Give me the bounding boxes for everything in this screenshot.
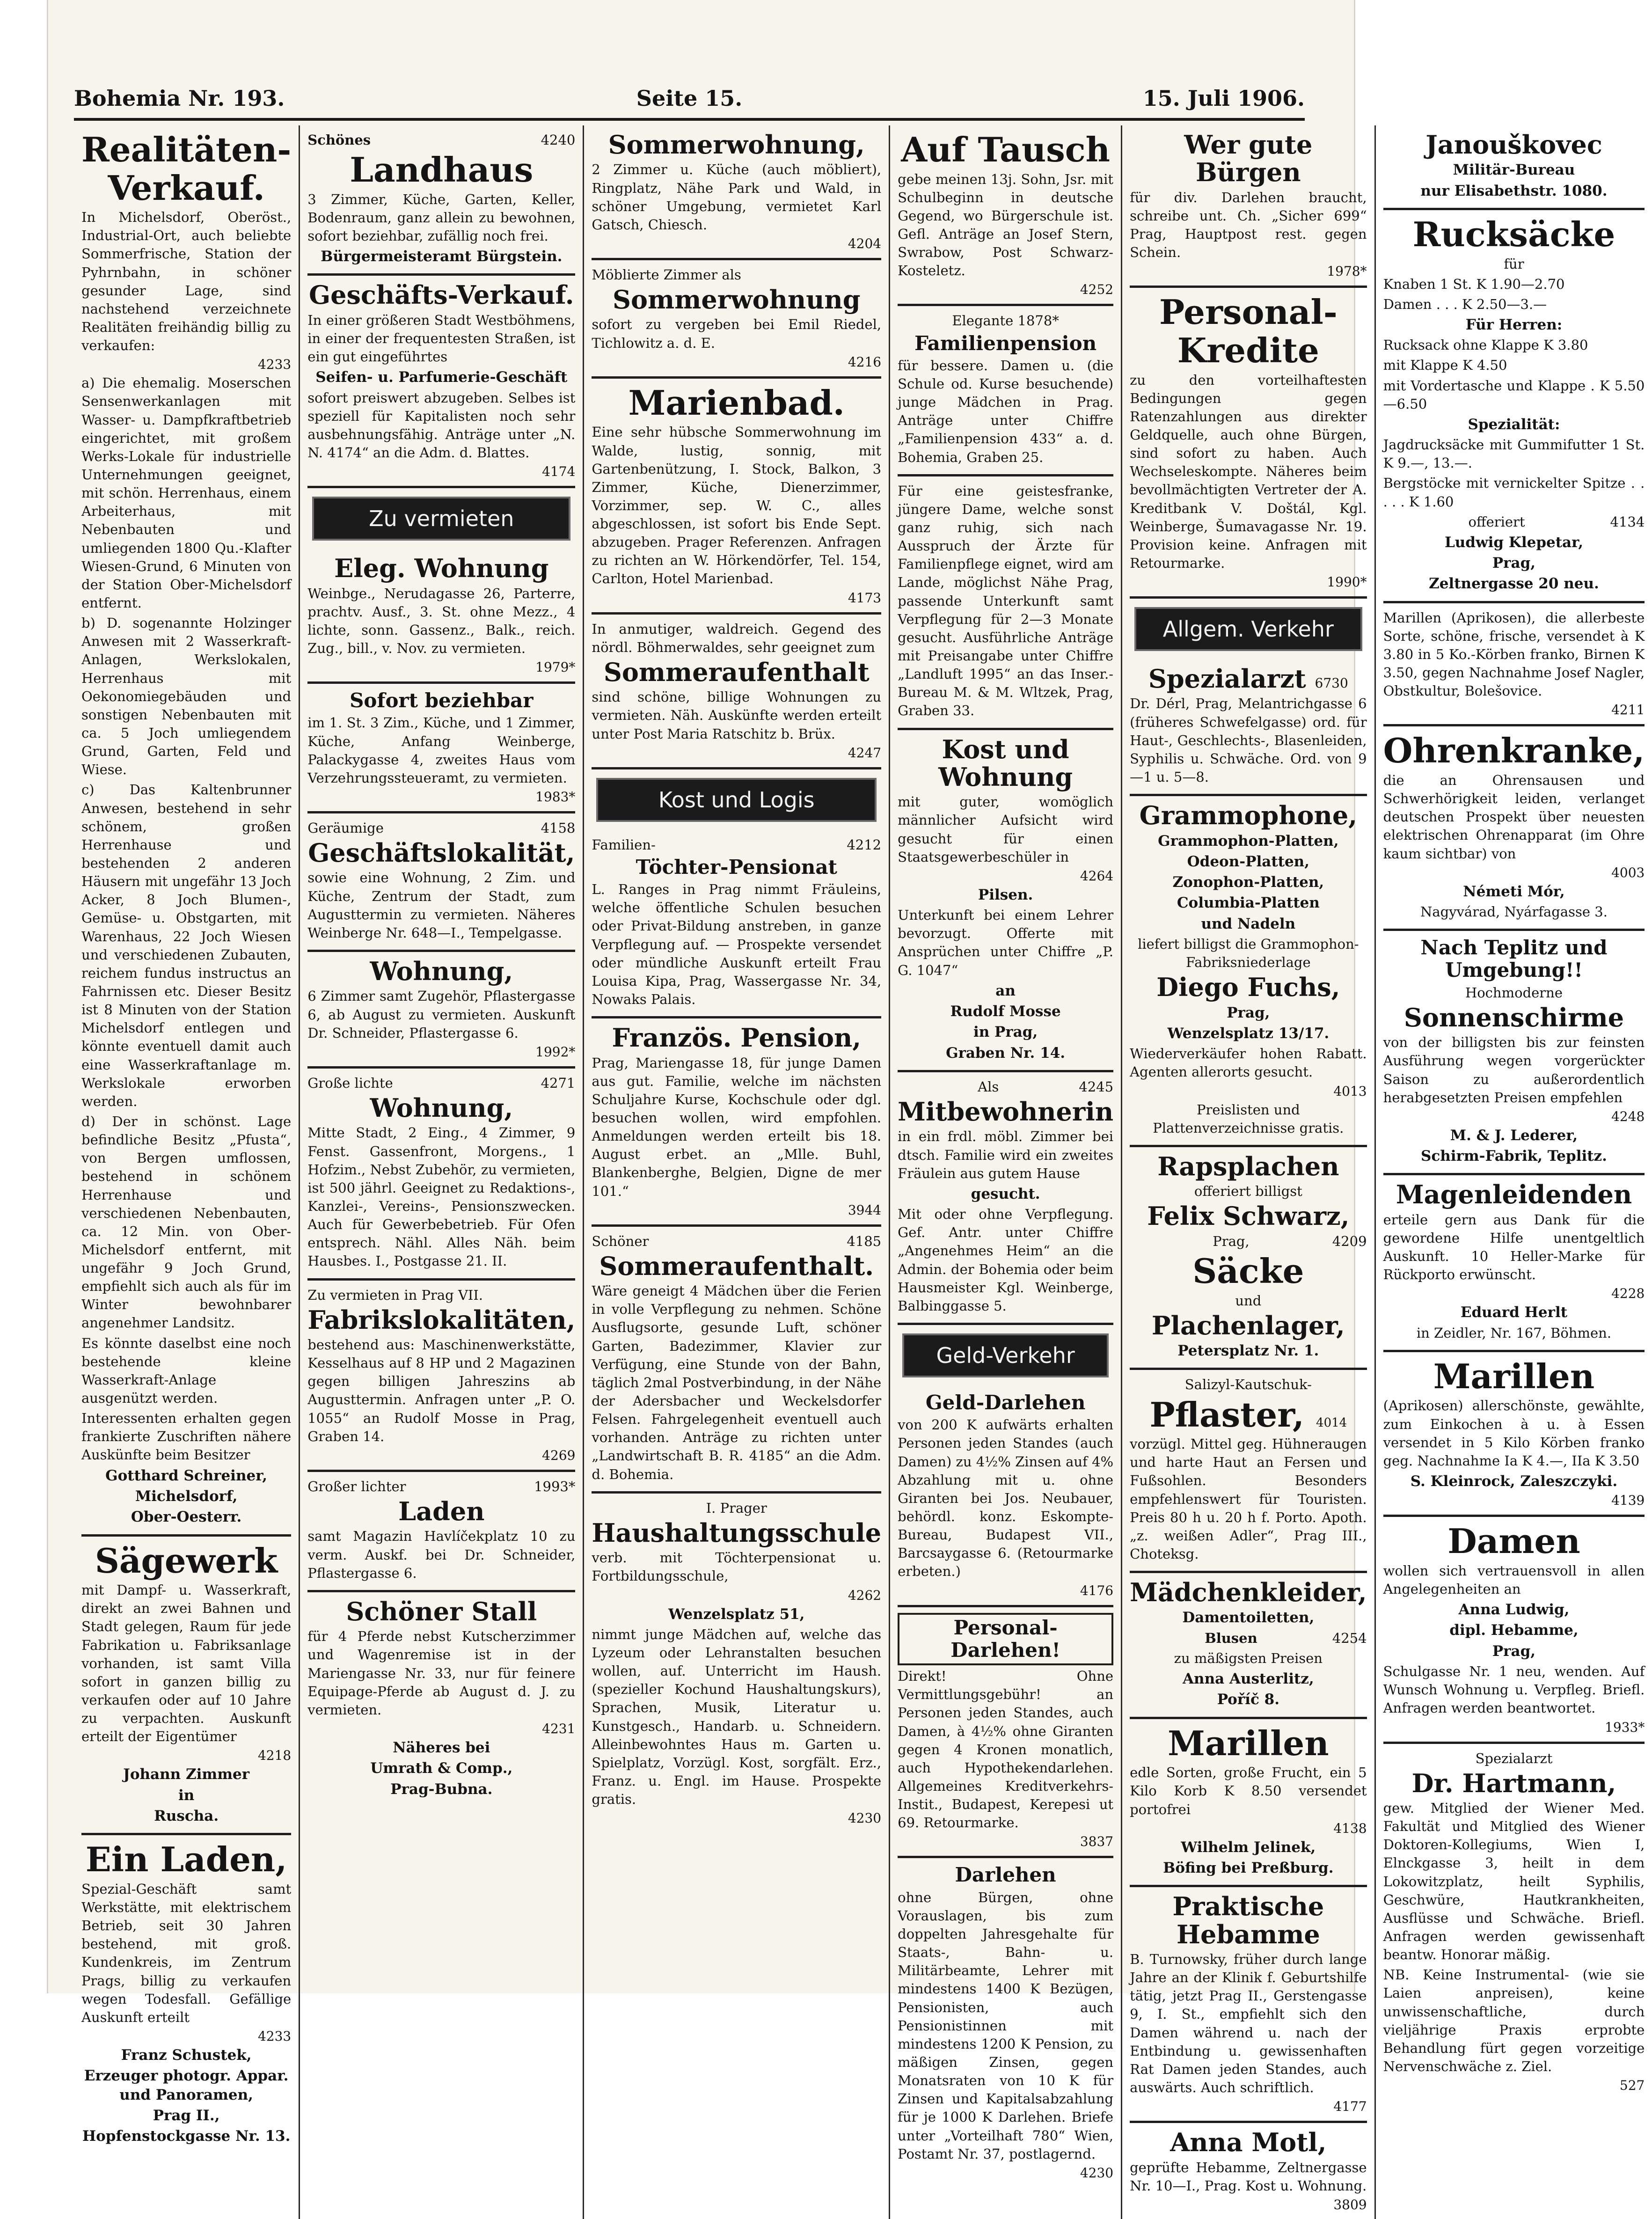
- ad-columns: [74, 125, 1645, 2212]
- ad-body: sind schöne, billige Wohnungen zu vermieten. Näh. Auskünfte werden erteilt unter Post Maria Ratschitz b. Brüx.: [592, 689, 882, 742]
- ad-title: Marillen: [1168, 1723, 1329, 1763]
- ad-body: wollen sich vertrauensvoll in allen Angelegenheiten an: [1383, 1562, 1645, 1597]
- ad-body: Schulgasse Nr. 1 neu, wenden. Auf Wunsch Wohnung u. Verpfleg. Briefl. Anfragen werden beantwortet.: [1383, 1663, 1645, 1716]
- ad-number: 1983*: [535, 789, 576, 805]
- ad-signature: M. & J. Lederer,: [1450, 1127, 1578, 1144]
- ad-signature: Schirm-Fabrik, Teplitz.: [1420, 1148, 1607, 1165]
- ad-number: 3837: [1080, 1834, 1114, 1850]
- ad-kicker: Salizyl-Kautschuk-: [1184, 1377, 1312, 1393]
- ad-saegewerk: [81, 1537, 291, 1836]
- ad-praktische-hebamme: [1130, 1887, 1367, 2123]
- ad-laden: [307, 1472, 575, 1592]
- ad-body: In einer größeren Stadt Westböhmens, in einer der frequentesten Straßen, ist ein gut eingeführtes: [307, 312, 576, 365]
- ad-kicker: Schöner 4185: [592, 1233, 882, 1249]
- ad-title: Töchter-Pensionat: [636, 855, 837, 879]
- ad-title: Französ. Pension,: [612, 1023, 862, 1053]
- ad-line: und Nadeln: [1201, 915, 1296, 932]
- ad-title: Sommerwohnung: [613, 285, 861, 315]
- ad-body: zu den vorteilhaftesten Bedingungen gegen Ratenzahlungen aus direkter Geldquelle, auch ohne Bürgen, sind sofort zu haben. Auch Wechseleskompte. Näheres beim bevollmächtigten Vertreter der A. Kreditbank V. Doštál, Kgl. Weinberge, Šumavagasse Nr. 19. Provision keine. Anfragen mit Retourmarke.: [1130, 372, 1367, 571]
- ad-number: 1978*: [1327, 264, 1367, 279]
- ad-body: Preislisten und Plattenverzeichnisse gratis.: [1153, 1101, 1344, 1136]
- ad-body: gew. Mitglied der Wiener Med. Fakultät und Mitglied des Wiener Doktoren-Kollegiums, Wien I, Elnckgasse 3, heilt in dem Lokowitzplatz, heilt Syphilis, Geschwüre, Hautkrankheiten, Ausflüsse und Schwäche. Briefl. Anfragen werden gewissenhaft beantw. Honorar mäßig.: [1383, 1800, 1645, 1963]
- ad-number: 4177: [1333, 2099, 1367, 2115]
- ad-body: Prag, Mariengasse 18, für junge Damen aus gut. Familie, welche im nächsten Schuljahre Kurse, Kochschule oder dgl. besuchen wollen, wird empfohlen. Anmeldungen werden erteilt bis 18. August erbet. an „Mlle. Buhl, Blankenberghe, Belgien, Digne de mer 101.“: [592, 1055, 882, 1199]
- ad-landhaus: [307, 125, 575, 276]
- header-center: Seite 15.: [636, 86, 743, 111]
- ad-signature: Gotthard Schreiner,: [105, 1467, 268, 1484]
- ad-signature: Ober-Oesterr.: [131, 1509, 242, 1526]
- ad-signature: Prag-Bubna.: [390, 1780, 493, 1798]
- ad-auf-tausch: [898, 125, 1113, 306]
- ad-kicker: Zu vermieten in Prag VII.: [307, 1287, 483, 1303]
- ad-magenleidenden: [1383, 1175, 1645, 1352]
- ad-pflaster: [1130, 1370, 1367, 1573]
- ad-schoener-stall: [307, 1592, 575, 1806]
- ad-sommeraufenthalt-maedchen: [592, 1227, 881, 1494]
- ad-signature: dipl. Hebamme,: [1449, 1622, 1579, 1639]
- section-banner-kost-und-logis: Kost und Logis: [596, 778, 877, 822]
- ad-body: für bessere. Damen u. (die Schule od. Kurse besuchende) junge Mädchen in Prag. Anträge unter Chiffre „Familienpension 433“ a. d. Bohemia, Graben 25.: [898, 357, 1114, 465]
- ad-title: Personal-Darlehen!: [898, 1613, 1113, 1666]
- ad-title: Rucksäcke: [1412, 214, 1615, 254]
- ad-signature: Michelsdorf,: [135, 1487, 238, 1505]
- ad-body: d) Der in schönst. Lage befindliche Besitz „Pfusta“, von Bergen umflossen, bestehend in schönem Herrenhause und verschiedenen Nebenbauten, ca. 12 Min. von Ober-Michelsdorf entfernt, mit ungefähr 9 Joch Grund, empfiehlt sich auch als für im Winter bewohnbarer angenehmer Landsitz.: [81, 1113, 292, 1331]
- ad-body: sowie eine Wohnung, 2 Zim. und Küche, Zentrum der Stadt, zum Augusttermin zu vermieten. Näheres Weinberge Nr. 648—I., Tempelgasse.: [307, 870, 576, 941]
- ad-number: 4003: [1611, 864, 1645, 880]
- ad-personal-darlehen: [898, 1607, 1113, 1859]
- column-1: [74, 125, 300, 2219]
- ad-title: Mädchenkleider,: [1130, 1577, 1367, 1608]
- ad-body: mit guter, womöglich männlicher Aufsicht wird gesucht für einen Staatsgewerbeschüler in: [898, 794, 1114, 865]
- ad-body: Direkt! Ohne Vermittlungsgebühr! an Personen jeden Standes, auch Damen, à 4½% ohne Giranten gegen 4 Kronen monatlich, auch Hypothekendarlehen. Allgemeines Kreditverkehrs-Instit., Budapest, Kerepesi ut 69. Retourmarke.: [898, 1668, 1114, 1831]
- ad-line: Rucksack ohne Klappe K 3.80: [1383, 337, 1588, 353]
- ad-body: Interessenten erhalten gegen frankierte Zuschriften nähere Auskünfte beim Besitzer: [81, 1410, 292, 1463]
- ad-kicker: Große lichte 4271: [307, 1075, 576, 1091]
- ad-ohrenkranke: [1383, 726, 1645, 931]
- ad-kicker: Familien- 4212: [592, 836, 882, 853]
- column-5: [1122, 125, 1376, 2219]
- ad-signature: Ruscha.: [154, 1807, 219, 1824]
- ad-title: Spezialarzt 6730: [1148, 664, 1348, 694]
- ad-body: Weinbge., Nerudagasse 26, Parterre, prachtv. Ausf., 3. St. ohne Mezz., 4 lichte, sonn. Gassenz., Balk., reich. Zug., bill., v. Nov. zu vermieten.: [307, 585, 576, 656]
- ad-body: Eine sehr hübsche Sommerwohnung im Walde, lustig, sonnig, mit Gartenbenützung, I. Stock, Balkon, 3 Zimmer, Küche, Dienerzimmer, Vorzimmer, sep. W. C., alles abgeschlossen, ist sofort bis Ende Sept. abzugeben. Prager Referenzen. Anfragen zu richten an W. Hörkendörfer, Tel. 154, Carlton, Hotel Marienbad.: [592, 424, 882, 587]
- ad-signature: Prag,: [1227, 1004, 1270, 1021]
- ad-janouskovec: [1383, 125, 1645, 210]
- ad-title: Wer gute Bürgen: [1184, 130, 1313, 188]
- ad-title: Pflaster, 4014: [1149, 1394, 1347, 1435]
- ad-signature: Rudolf Mosse: [950, 1003, 1061, 1020]
- ad-number: 1990*: [1327, 574, 1367, 590]
- ad-ein-laden: [81, 1835, 291, 2153]
- ad-title: Praktische Hebamme: [1172, 1891, 1324, 1949]
- column-4: [890, 125, 1122, 2219]
- ad-marillen-nagler: [1383, 603, 1645, 727]
- ad-body: für 4 Pferde nebst Kutscherzimmer und Wagenremise ist in der Mariengasse Nr. 33, nur für feinere Equipage-Pferde ab August d. J. zu vermieten.: [307, 1628, 576, 1718]
- ad-title: Janouškovec: [1425, 130, 1602, 160]
- ad-title: Wohnung,: [370, 1092, 513, 1123]
- ad-title: Geschäftslokalität,: [308, 838, 575, 868]
- ad-geschaefts-verkauf: [307, 276, 575, 488]
- ad-number: 4174: [542, 464, 576, 480]
- ad-body: von 200 K aufwärts erhalten Personen jeden Standes (auch Damen) zu 4½% Zinsen auf 4% Abzahlung mit u. ohne Giranten bei Jos. Neubauer, behördl. konz. Eskompte-Bureau, Budapest VII., Barcsaygasse 6. (Retourmarke erbeten.): [898, 1417, 1114, 1580]
- ad-title: Dr. Hartmann,: [1411, 1768, 1616, 1798]
- ad-number: 4248: [1611, 1108, 1645, 1124]
- ad-signature: Näheres bei: [393, 1739, 490, 1756]
- ad-signature: Németi Mór,: [1463, 883, 1565, 900]
- ad-line: für: [1504, 256, 1524, 272]
- ad-signature: Bürgermeisteramt Bürgstein.: [321, 248, 563, 265]
- ad-signature: Johann Zimmer: [123, 1766, 250, 1783]
- ad-wohnung-6-zimmer: [307, 952, 575, 1069]
- ad-address: Petersplatz Nr. 1.: [1177, 1342, 1319, 1360]
- ad-signature: Erzeuger photogr. Appar. und Panoramen,: [84, 2067, 289, 2103]
- ad-body: edle Sorten, große Frucht, ein 5 Kilo Korb K 8.50 versendet portofrei: [1130, 1765, 1367, 1817]
- ad-franzoes-pension: [592, 1018, 881, 1227]
- ad-line: Zonophon-Platten,: [1172, 874, 1324, 891]
- ad-body: sofort zu vergeben bei Emil Riedel, Tichlowitz a. d. E.: [592, 316, 882, 351]
- ad-body: B. Turnowsky, früher durch lange Jahre an der Klinik f. Geburtshilfe tätig, jetzt Prag II., Gerstengasse 9, I. St., empfiehlt sich den Damen während u. nach der Entbindung u. gewissenhaften Rat Damen jeden Standes, auch auswärts. Auch schriftlich.: [1130, 1951, 1367, 2096]
- ad-title: Sonnenschirme: [1403, 1002, 1624, 1033]
- ad-body: In Michelsdorf, Oberöst., Industrial-Ort, auch beliebte Sommerfrische, Station der Pyhrnbahn, in schöner gesunder Lage, sind nachstehend verzeichnete Realitäten freihändig billig zu verkaufen:: [81, 209, 292, 354]
- ad-signature: Prag II.,: [153, 2107, 220, 2124]
- ad-signature: Prag,: [1492, 1642, 1536, 1660]
- ad-signature: Eduard Herlt: [1460, 1304, 1568, 1321]
- ad-kicker: Großer lichter 1993*: [307, 1478, 576, 1494]
- ad-rapsplachen: [1130, 1147, 1367, 1370]
- ad-body: die an Ohrensausen und Schwerhörigkeit leiden, verlanget deutschen Prospekt über neuesten elektrischen Ohrenapparat (im Ohre kaum sichtbar) von: [1383, 772, 1645, 862]
- ad-body: Unterkunft bei einem Lehrer bevorzugt. Offerte mit Ansprüchen unter Chiffre „P. G. 1047“: [898, 907, 1114, 978]
- section-banner-geld-verkehr: Geld-Verkehr: [902, 1333, 1109, 1377]
- ad-signature: Ludwig Klepetar,: [1444, 534, 1583, 551]
- ad-wer-gute-buergen: [1130, 125, 1367, 288]
- ad-kicker: offeriert billigst: [1194, 1183, 1302, 1200]
- ad-body: Mit oder ohne Verpflegung. Gef. Antr. unter Chiffre „Angenehmes Heim“ an die Admin. der Bohemia oder beim Hausmeister Kgl. Weinberge, Balbinggasse 5.: [898, 1206, 1114, 1314]
- ad-spezialarzt-derl: [1130, 659, 1367, 796]
- ad-body: bestehend aus: Maschinenwerkstätte, Kesselhaus auf 8 HP und 2 Magazinen gegen billigen Jahreszins ab Augusttermin. Anfragen unter „P. O. 1055“ an Rudolf Mosse in Prag, Graben 14.: [307, 1337, 576, 1444]
- ad-number: 527: [1619, 2078, 1645, 2094]
- ad-signature: Prag,: [1492, 555, 1536, 572]
- ad-kicker: In anmutiger, waldreich. Gegend des nördl. Böhmerwaldes, sehr geeignet zum: [592, 621, 882, 655]
- ad-highlight: Wenzelsplatz 51,: [668, 1605, 805, 1623]
- ad-marillen-kleinrock: [1383, 1352, 1645, 1517]
- ad-number: 1979*: [535, 659, 576, 675]
- ad-title: Schöner Stall: [346, 1596, 537, 1626]
- ad-kicker: offeriert 4134: [1468, 513, 1645, 530]
- ad-dr-hartmann: [1383, 1744, 1645, 2100]
- ad-moeblierte-zimmer: [592, 260, 881, 379]
- ad-body: 6 Zimmer samt Zugehör, Pflastergasse 6, ab August zu vermieten. Auskunft Dr. Schneider, Pflastergasse 6.: [307, 988, 576, 1041]
- ad-number: 4176: [1080, 1582, 1114, 1598]
- ad-signature: Wenzelsplatz 13/17.: [1167, 1025, 1330, 1042]
- ad-marienbad: [592, 379, 881, 615]
- ad-signature: Umrath & Comp.,: [370, 1760, 513, 1777]
- ad-body: ohne Bürgen, ohne Vorauslagen, bis zum doppelten Jahresgehalte für Staats-, Bahn- u. Militärbeamte, Lehrer mit mindestens 1400 K Bezügen, Pensionisten, auch Pensionistinnen mit mindestens 1200 K Pension, zu mäßigen Zinsen, gegen Monatsraten von 10 K für Zinsen und Kapitalsabzahlung für je 1000 K Darlehen. Briefe unter „Vorteilhaft 780“ Wien, Postamt Nr. 37, postlagernd.: [898, 1889, 1114, 2162]
- ad-line: Bergstöcke mit vernickelter Spitze . . . . . K 1.60: [1383, 475, 1645, 510]
- ad-line: Odeon-Platten,: [1187, 853, 1310, 870]
- ad-kicker: und: [1235, 1292, 1262, 1309]
- ad-number: 4233: [257, 357, 292, 373]
- ad-body: zu mäßigsten Preisen: [1174, 1650, 1323, 1666]
- ad-body: mit Dampf- u. Wasserkraft, direkt an zwei Bahnen und Stadt gelegen, Raum für jede Fabrikation u. Fabriksanlage vorhanden, ist samt Villa sofort in ganzen billig zu verkaufen oder auf 10 Jahre zu verpachten. Auskunft erteilt der Eigentümer: [81, 1582, 292, 1745]
- ad-kicker: Blusen 4254: [1205, 1630, 1367, 1646]
- ad-body: Marillen (Aprikosen), die allerbeste Sorte, schöne, frische, versendet à K 3.80 in 5 Ko.-Körben franko, Birnen K 3.50, gegen Nachnahme Josef Nagler, Obstkultur, Bolešovice.: [1383, 609, 1645, 699]
- ad-kicker: I. Prager: [706, 1500, 767, 1516]
- section-banner-allgem-verkehr: Allgem. Verkehr: [1134, 607, 1362, 651]
- ad-body: für div. Darlehen braucht, schreibe unt. Ch. „Sicher 699“ Prag, Hauptpost rest. gegen Schein.: [1130, 189, 1367, 261]
- ad-fabrikslokalitaeten: [307, 1281, 575, 1472]
- ad-title: Auf Tausch: [901, 130, 1110, 169]
- ad-title: Geschäfts-Verkauf.: [309, 280, 574, 310]
- ad-body: vorzügl. Mittel geg. Hühneraugen und harte Haut an Fersen und Fußsohlen. Besonders empfehlenswert für Touristen. Preis 80 h u. 20 h f. Porto. Apoth. „z. weißen Adler“, Prag III., Choteksg.: [1130, 1436, 1367, 1562]
- ad-kost-und-wohnung: [898, 730, 1113, 1072]
- ad-personal-kredite: [1130, 288, 1367, 599]
- ad-grosse-lichte-wohnung: [307, 1069, 575, 1281]
- ad-geld-darlehen: [898, 1386, 1113, 1607]
- ad-signature: an: [995, 982, 1016, 999]
- ad-number: 4013: [1333, 1083, 1367, 1099]
- ad-kicker: Schönes 4240: [307, 132, 576, 148]
- ad-body: im 1. St. 3 Zim., Küche, und 1 Zimmer, Küche, Anfang Weinberge, Palackygasse 4, zweites Haus vom Verzehrungssteueramt, zu vermieten.: [307, 715, 576, 786]
- ad-kicker: Spezialarzt: [1475, 1750, 1553, 1766]
- newspaper-page: [47, 0, 1645, 2212]
- ad-signature: in Prag,: [973, 1024, 1038, 1041]
- ad-body: geprüfte Hebamme, Zeltnergasse Nr. 10—I., Prag. Kost u. Wohnung.: [1130, 2159, 1367, 2194]
- ad-title: Magenleidenden: [1396, 1179, 1632, 1210]
- ad-title: Nach Teplitz und Umgebung!!: [1420, 936, 1608, 982]
- ad-body: b) D. sogenannte Holzinger Anwesen mit 2 Wasserkraft-Anlagen, Werkslokalen, Herrenhaus mit Oekonomiegebäuden und sonstigen Nebenbauten mit ca. 5 Joch umliegendem Grund, Garten, Feld und Wiese.: [81, 615, 292, 778]
- ad-signature: Felix Schwarz,: [1147, 1201, 1350, 1231]
- ad-title: Marillen: [1433, 1356, 1595, 1396]
- ad-signature: Zeltnergasse 20 neu.: [1429, 575, 1599, 593]
- ad-title: Sommeraufenthalt: [603, 657, 870, 687]
- ad-title: Ein Laden,: [85, 1839, 287, 1880]
- ad-title: Grammophone,: [1139, 800, 1357, 831]
- ad-body: Mitte Stadt, 2 Eing., 4 Zimmer, 9 Fenst. Gassenfront, Morgens., 1 Hofzim., Nebst Zubehör, zu vermieten, ist 500 jährl. Geeignet zu Redaktions-, Kanzlei-, Vereins-, Pensionszwecken. Auch für Gewerbebetrieb. Für Ofen entsprech. Nähl. Alles Näh. beim Hausbes. I., Postgasse 21. II.: [307, 1125, 576, 1269]
- column-3: [584, 125, 890, 2219]
- ad-number: 4139: [1611, 1493, 1645, 1509]
- ad-number: 4233: [257, 2028, 292, 2044]
- ad-signature: S. Kleinrock, Zaleszczyki.: [1410, 1473, 1618, 1490]
- ad-sonnenschirme: [1383, 931, 1645, 1175]
- ad-title: Marienbad.: [628, 382, 845, 423]
- ad-sofort-beziehbar: [307, 684, 575, 813]
- ad-sommerwohnung: [592, 125, 881, 260]
- ad-signature: in: [178, 1787, 195, 1804]
- ad-highlight: Seifen- u. Parfumerie-Geschäft: [315, 369, 568, 386]
- ad-title: Verkauf.: [108, 168, 265, 208]
- ad-grammophone: [1130, 796, 1367, 1147]
- ad-body: sofort preiswert abzugeben. Selbes ist speziell für Kapitalisten noch sehr ausbehnungsfähig. Anträge unter „N. N. 4174“ an die Adm. d. Blattes.: [307, 389, 576, 461]
- ad-darlehen: [898, 1858, 1113, 2187]
- ad-title: Kost und Wohnung: [938, 734, 1073, 792]
- ad-kicker: Prag, 4209: [1213, 1233, 1367, 1249]
- ad-body: NB. Keine Instrumental- (wie sie Laien anpreisen), keine unwissenschaftliche, durch vieljährige Praxis erprobte Behandlung fürt gegen vorzeitige Nervenschwäche z. Ziel.: [1383, 1967, 1645, 2074]
- ad-body: Nagyvárad, Nyárfagasse 3.: [1420, 904, 1608, 920]
- ad-number: 4262: [848, 1587, 882, 1603]
- ad-haushaltungsschule: [592, 1494, 881, 1833]
- ad-title: Kredite: [1177, 330, 1319, 370]
- ad-number: 4228: [1611, 1286, 1645, 1302]
- ad-signature: Böfing bei Preßburg.: [1163, 1859, 1334, 1876]
- ad-body: Wäre geneigt 4 Mädchen über die Ferien in volle Verpflegung zu nehmen. Schöne Ausflugsorte, gesunde Luft, schöner Garten, Badezimmer, Klavier zur Verfügung, eine Stunde von der Bahn, täglich 2mal Postverbindung, in der Nähe der Adersbacher und Weckelsdorfer Felsen. Fahrgelegenheit eventuell auch vorhanden. Anträge zu richten unter „Landwirtschaft B. R. 4185“ an die Adm. d. Bohemia.: [592, 1283, 882, 1482]
- ad-geschaeftslokalitaet: [307, 813, 575, 952]
- ad-line: nur Elisabethstr. 1080.: [1420, 182, 1608, 199]
- ad-title: Sommerwohnung,: [608, 130, 865, 160]
- ad-signature: Diego Fuchs,: [1156, 972, 1340, 1003]
- ad-line: Damentoiletten,: [1182, 1609, 1315, 1626]
- ad-number: 4247: [848, 745, 882, 761]
- section-banner-zu-vermieten: Zu vermieten: [312, 497, 570, 541]
- ad-signature: Anna Ludwig,: [1458, 1601, 1570, 1618]
- ad-title: Realitäten-: [81, 130, 292, 169]
- ad-damen: [1383, 1517, 1645, 1743]
- ad-signature: Anna Austerlitz,: [1182, 1670, 1314, 1688]
- ad-number: 1933*: [1605, 1719, 1645, 1735]
- ad-body: Für eine geistesfranke, jüngere Dame, welche sonst ganz ruhig, sich nach Ausspruch der Ärzte für Familienpflege eignet, wird am Lande, möglichst Nähe Prag, passende Unterkunft samt Verpflegung für 2—3 Monate gesucht. Ausführliche Anträge mit Preisangabe unter Chiffre „Landluft 1995“ an das Inser.-Bureau M. & M. Wltzek, Prag, Graben 33.: [898, 483, 1114, 719]
- ad-body: Es könnte daselbst eine noch bestehende kleine Wasserkraft-Anlage ausgenützt werden.: [81, 1335, 292, 1406]
- ad-body: verb. mit Töchterpensionat u. Fortbildungsschule,: [592, 1550, 882, 1584]
- ad-line: Columbia-Platten: [1177, 894, 1320, 912]
- ad-title: Sommeraufenthalt.: [599, 1251, 874, 1281]
- ad-line: Militär-Bureau: [1453, 161, 1575, 179]
- ad-signature: Graben Nr. 14.: [946, 1044, 1066, 1062]
- ad-body: liefert billigst die Grammophon-Fabriksniederlage: [1138, 936, 1359, 971]
- ad-title: Haushaltungsschule: [592, 1517, 882, 1548]
- ad-familienpflege: [898, 476, 1113, 730]
- header-rule: [74, 118, 1305, 121]
- ad-number: 4269: [542, 1447, 576, 1463]
- ad-number: 4252: [1080, 282, 1114, 298]
- ad-number: 4231: [542, 1721, 576, 1736]
- ad-title: Darlehen: [955, 1863, 1056, 1887]
- ad-kicker: Geräumige 4158: [307, 820, 576, 836]
- ad-line: Jagdrucksäcke mit Gummifutter 1 St. K 9.—, 13.—.: [1383, 437, 1645, 471]
- ad-number: 4230: [1080, 2165, 1114, 2181]
- ad-familienpension: [898, 306, 1113, 476]
- ad-signature: Franz Schustek,: [121, 2046, 252, 2064]
- ad-eleg-wohnung: [307, 549, 575, 684]
- header-right: 15. Juli 1906.: [1142, 86, 1305, 111]
- ad-body: erteile gern aus Dank für die gewordene Hilfe unentgeltlich Auskunft. 10 Heller-Marke für Rückporto erwünscht.: [1383, 1211, 1645, 1283]
- ad-number: 1992*: [535, 1044, 576, 1060]
- ad-number: 4211: [1611, 702, 1645, 718]
- ad-body: 3 Zimmer, Küche, Garten, Keller, Bodenraum, ganz allein zu bewohnen, sofort beziehbar, zufällig noch frei.: [307, 191, 576, 244]
- ad-line: mit Vordertasche und Klappe . K 5.50—6.50: [1383, 377, 1645, 412]
- ad-line: mit Klappe K 4.50: [1383, 357, 1507, 373]
- ad-kicker: Als 4245: [978, 1078, 1114, 1095]
- ad-signature: Poříč 8.: [1217, 1691, 1279, 1708]
- ad-number: 4230: [848, 1810, 882, 1826]
- ad-body: (Aprikosen) allerschönste, gewählte, zum Einkochen à u. à Essen versendet in 5 Kilo Körben franko geg. Nachnahme Ia K 4.—, IIa K 3.50: [1383, 1398, 1645, 1469]
- ad-title: Anna Motl,: [1170, 2127, 1327, 2158]
- ad-maedchenkleider: [1130, 1573, 1367, 1719]
- ad-title: Säcke: [1192, 1251, 1304, 1291]
- header-left: Bohemia Nr. 193.: [74, 86, 285, 111]
- ad-signature: Hopfenstockgasse Nr. 13.: [82, 2128, 291, 2145]
- ad-toechter-pensionat: [592, 830, 881, 1018]
- ad-body: samt Magazin Havlíčekplatz 10 zu verm. Auskf. bei Dr. Schneider, Pflastergasse 6.: [307, 1528, 576, 1581]
- ad-body: in ein frdl. möbl. Zimmer bei dtsch. Familie wird ein zweites Fräulein aus gutem Hause: [898, 1128, 1114, 1181]
- ad-number: 3944: [848, 1202, 882, 1218]
- ad-number: 4264: [1080, 868, 1114, 884]
- ad-body: gebe meinen 13j. Sohn, Jsr. mit Schulbeginn in deutsche Gegend, wo Bürgerschule ist. Gefl. Anträge an Josef Stern, Swrabow, Post Schwarz-Kosteletz.: [898, 171, 1114, 279]
- ad-body: L. Ranges in Prag nimmt Fräuleins, welche öffentliche Schulen besuchen oder Privat-Bildung anstreben, in ganze Verpflegung auf. — Prospekte versendet oder mündliche Auskunft erteilt Frau Louisa Kipa, Prag, Wassergasse Nr. 34, Nowaks Palais.: [592, 881, 882, 1007]
- ad-title: Personal-: [1159, 292, 1338, 332]
- ad-line: Knaben 1 St. K 1.90—2.70: [1383, 276, 1565, 292]
- ad-title: Geld-Darlehen: [925, 1391, 1086, 1414]
- ad-body: nimmt junge Mädchen auf, welche das Lyzeum oder Lehranstalten besuchen wollen, auf. Unterricht im Haush. (spezieller Kochund Haushaltungskurs), Sprachen, Musik, Literatur u. Kunstgesch., Handarb. u. Schneidern. Alleinbewohntes Haus m. Garten u. Spielplatz, Vorzügl. Kost, sorgfält. Erz., Franz. u. Engl. im Hause. Prospekte gratis.: [592, 1626, 882, 1808]
- ad-number: 4216: [848, 354, 882, 370]
- ad-body: a) Die ehemalig. Moserschen Sensenwerkanlagen mit Wasser- u. Dampfkraftbetrieb eingerichtet, mit großem Werks-Lokale für industrielle Unternehmungen geeignet, mit schön. Herrenhaus, einem Arbeiterhaus, mit Nebenbauten und umliegenden 1800 Qu.-Klafter Wiesen-Grund, 6 Minuten von der Station Ober-Michelsdorf entfernt.: [81, 375, 292, 611]
- ad-signature: gesucht.: [971, 1185, 1040, 1202]
- ad-number: 4138: [1333, 1820, 1367, 1836]
- ad-title: Mitbewohnerin: [898, 1097, 1114, 1127]
- ad-title: Eleg. Wohnung: [334, 553, 549, 584]
- ad-number: 4218: [257, 1748, 292, 1764]
- ad-title: Ohrenkranke,: [1383, 731, 1645, 771]
- ad-line: Damen . . . K 2.50—3.—: [1383, 296, 1547, 312]
- ad-kicker: Hochmoderne: [1465, 984, 1563, 1001]
- ad-title: Landhaus: [350, 150, 534, 190]
- ad-title: Damen: [1447, 1521, 1580, 1561]
- ad-title: Sägewerk: [95, 1540, 278, 1581]
- ad-body: c) Das Kaltenbrunner Anwesen, bestehend in sehr schönem, großen Herrenhause und bestehenden 2 anderen Häusern mit ungefähr 13 Joch Acker, 8 Joch Blumen-, Gemüse- u. Obstgarten, mit Warenhaus, 22 Joch Wiesen und verschiedenen Zubauten, reichem fundus instructus an Fahrnissen etc. Dieser Besitz ist 8 Minuten von der Station Michelsdorf entlegen und könnte eventuell damit auch eine Wasserkraftanlage m. Werkslokale erworben werden.: [81, 782, 292, 1109]
- ad-body: Dr. Dérl, Prag, Melantrichgasse 6 (früheres Schwefelgasse) ord. für Haut-, Geschlechts-, Blasenleiden, Syphilis u. Schwäche. Ord. von 9—1 u. 5—8.: [1130, 696, 1367, 785]
- ad-line: Für Herren:: [1465, 316, 1563, 333]
- ad-body: in Zeidler, Nr. 167, Böhmen.: [1416, 1325, 1612, 1341]
- ad-realitaeten: [81, 125, 291, 1537]
- ad-body: Spezial-Geschäft samt Werkstätte, mit elektrischem Betrieb, seit 30 Jahren bestehend, mit groß. Kundenkreis, im Zentrum Prags, billig zu verkaufen wegen Todesfall. Gefällige Auskunft erteilt: [81, 1881, 292, 2025]
- column-6: [1376, 125, 1652, 2219]
- ad-signature: Pilsen.: [978, 886, 1033, 903]
- ad-marillen-jelinek: [1130, 1719, 1367, 1888]
- ad-body: Wiederverkäufer hohen Rabatt. Agenten allerorts gesucht.: [1130, 1046, 1367, 1080]
- ad-title: Laden: [398, 1496, 485, 1527]
- ad-title: Rapsplachen: [1157, 1151, 1339, 1181]
- ad-title: Sofort beziehbar: [350, 689, 534, 712]
- ad-title: Wohnung,: [370, 956, 513, 987]
- ad-mitbewohnerin: [898, 1072, 1113, 1325]
- ad-kicker: Möblierte Zimmer als: [592, 266, 741, 283]
- ad-anna-motl: [1130, 2123, 1367, 2219]
- page-header: [74, 82, 1305, 115]
- ad-line: Spezialität:: [1468, 416, 1560, 433]
- ad-title: Familienpension: [914, 331, 1097, 355]
- ad-number: 3809: [1333, 2197, 1367, 2212]
- ad-body: 2 Zimmer u. Küche (auch möbliert), Ringplatz, Nähe Park und Wald, in schöner Umgebung, vermietet Karl Gatsch, Chiesch.: [592, 161, 882, 233]
- column-2: [300, 125, 584, 2219]
- ad-sommeraufenthalt-boehmerwald: [592, 615, 881, 769]
- ad-number: 4173: [848, 590, 882, 606]
- ad-number: 4204: [848, 235, 882, 251]
- ad-kicker: Elegante 1878*: [952, 313, 1059, 329]
- ad-rucksaecke: [1383, 210, 1645, 603]
- ad-title: Fabrikslokalitäten,: [307, 1304, 576, 1335]
- ad-signature: Wilhelm Jelinek,: [1181, 1838, 1316, 1856]
- ad-body: von der billigsten bis zur feinsten Ausführung wegen vorgerückter Saison zu außerordentlich herabgesetzten Preisen empfehlen: [1383, 1034, 1645, 1106]
- ad-title: Plachenlager,: [1151, 1310, 1345, 1340]
- ad-line: Grammophon-Platten,: [1158, 832, 1339, 850]
